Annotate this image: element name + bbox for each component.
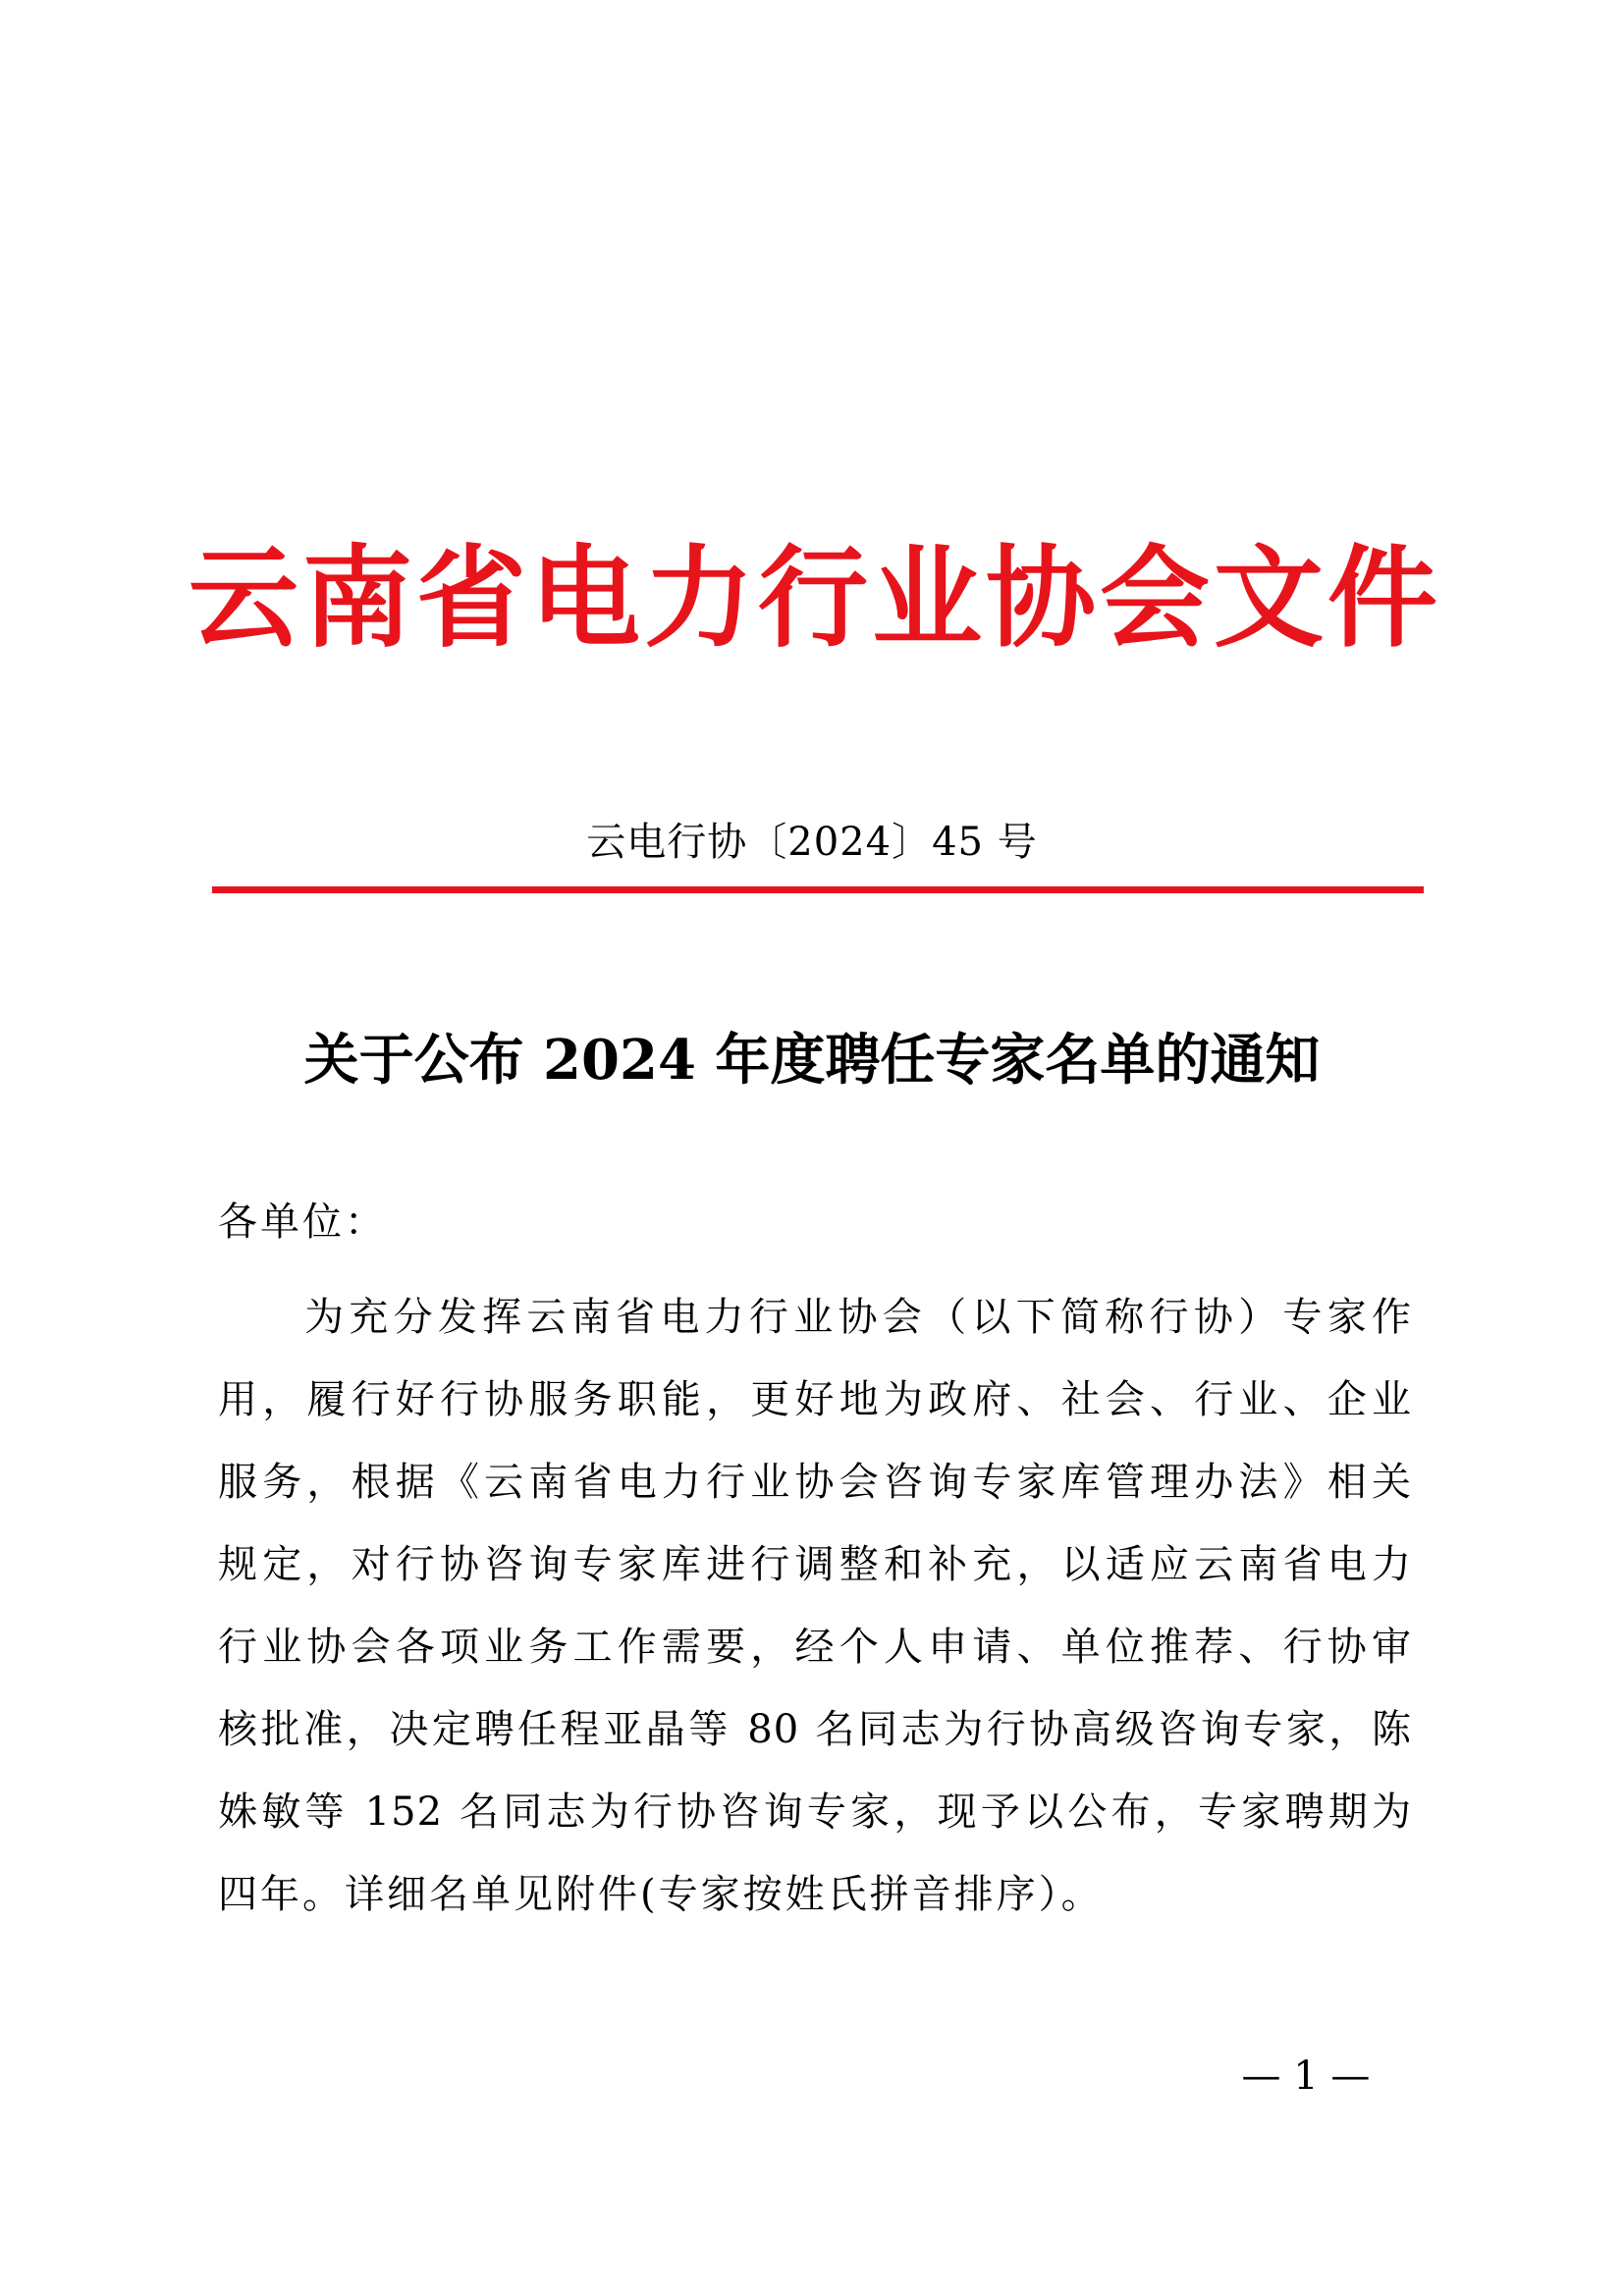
body-line: 用，履行好行协服务职能，更好地为政府、社会、行业、企业 bbox=[218, 1377, 1412, 1422]
body-line: 四年。详细名单见附件(专家按姓氏拼音排序）。 bbox=[218, 1872, 1104, 1917]
page-number: — 1 — bbox=[1241, 2054, 1371, 2099]
body-line: 行业协会各项业务工作需要，经个人申请、单位推荐、行协审 bbox=[218, 1625, 1412, 1670]
body-line: 姝敏等 152 名同志为行协咨询专家，现予以公布，专家聘期为 bbox=[218, 1789, 1412, 1835]
document-title: 关于公布 2024 年度聘任专家名单的通知 bbox=[303, 1028, 1321, 1093]
body-line: 为充分发挥云南省电力行业协会（以下简称行协）专家作 bbox=[304, 1295, 1412, 1340]
body-line: 规定，对行协咨询专家库进行调整和补充，以适应云南省电力 bbox=[218, 1542, 1412, 1587]
masthead-title: 云南省电力行业协会文件 bbox=[189, 534, 1441, 663]
body-line: 核批准，决定聘任程亚晶等 80 名同志为行协高级咨询专家，陈 bbox=[218, 1707, 1412, 1752]
red-divider-rule bbox=[212, 886, 1424, 893]
document-number: 云电行协〔2024〕45 号 bbox=[586, 820, 1038, 865]
body-line: 服务，根据《云南省电力行业协会咨询专家库管理办法》相关 bbox=[218, 1460, 1412, 1505]
salutation: 各单位： bbox=[218, 1200, 387, 1245]
body-paragraph bbox=[218, 1276, 1412, 1936]
